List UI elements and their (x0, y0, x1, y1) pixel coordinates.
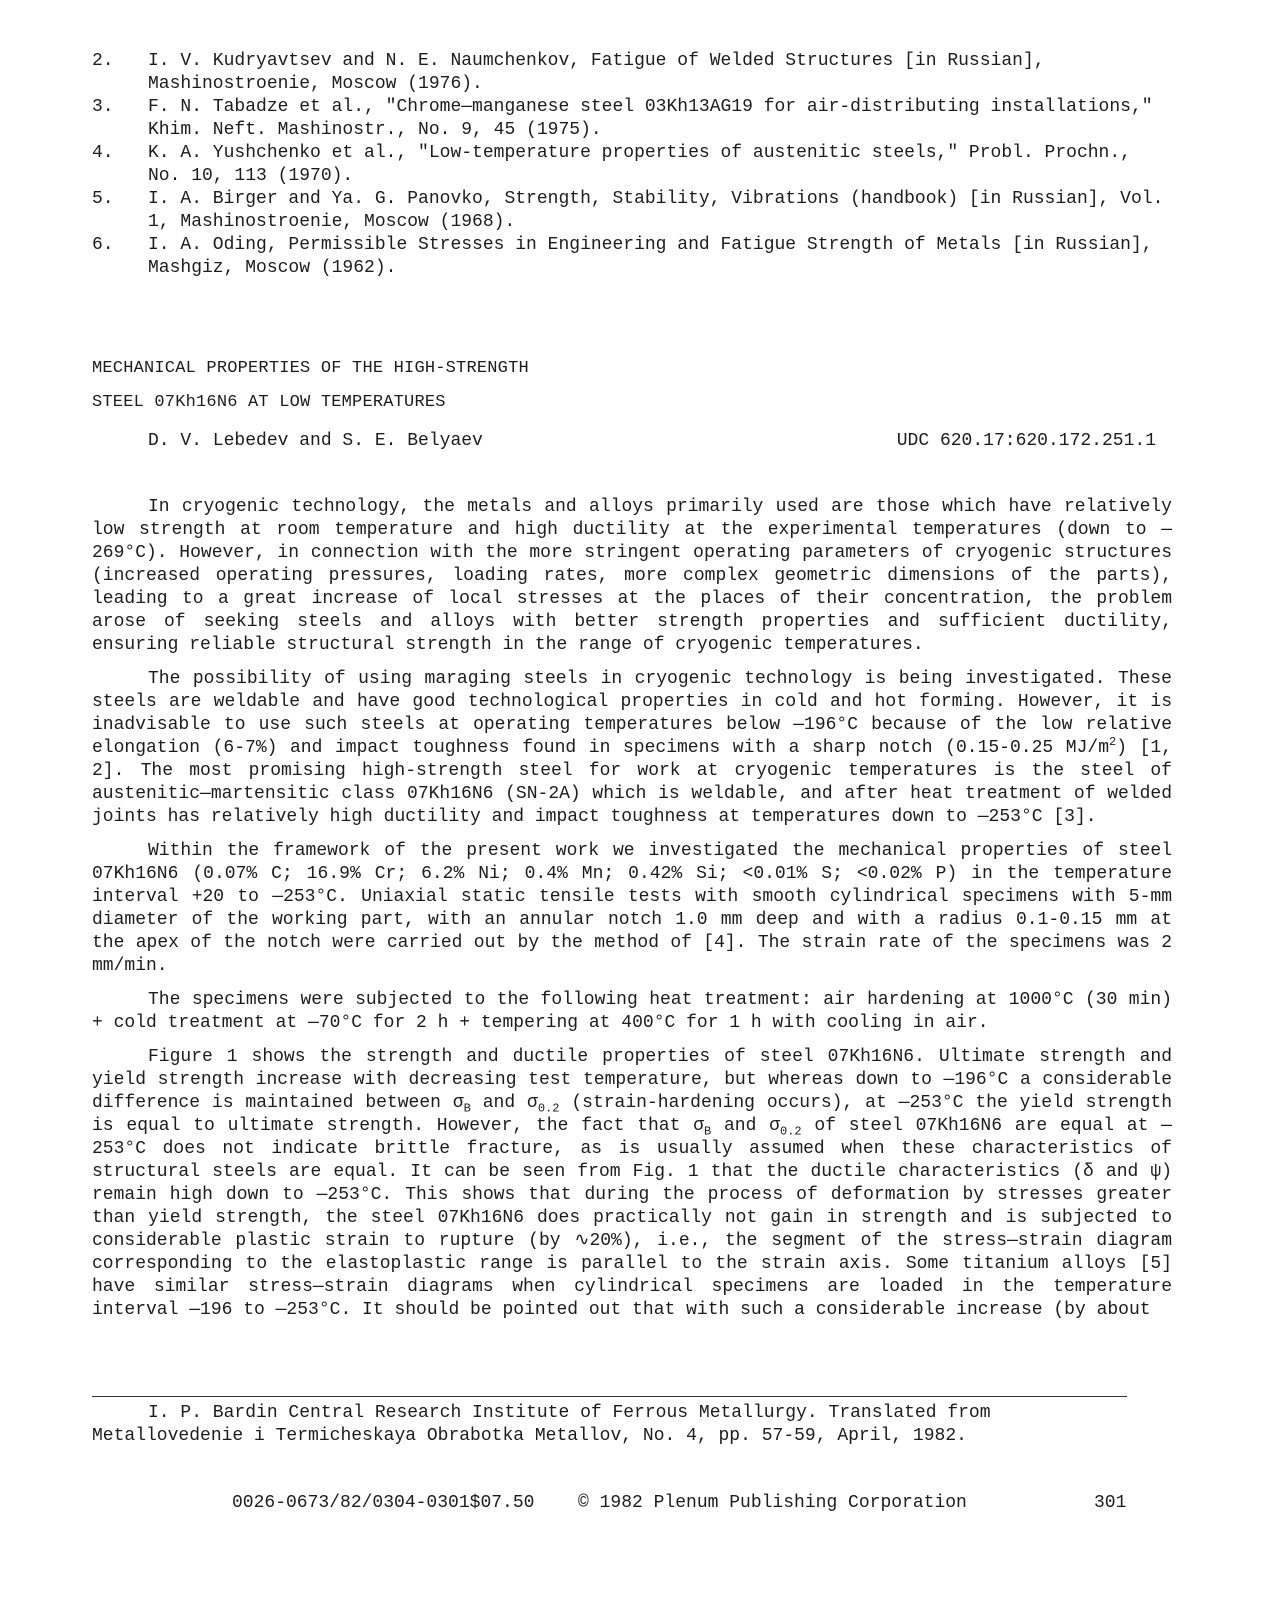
article-title-line-1: MECHANICAL PROPERTIES OF THE HIGH-STRENGTH (92, 359, 529, 378)
footer-copyright: © 1982 Plenum Publishing Corporation (578, 1493, 967, 1513)
paragraph-1: In cryogenic technology, the metals and alloys primarily used are those which have relatively low strength at room temperature and high ductility at the experimental temperatures (down to —269°C). However, in connection with the more stringent operating parameters of cryogenic structures (increased operating pressures, loading rates, more complex geometric dimensions of the parts), leading to a great increase of local stresses at the places of their concentration, the problem arose of seeking steels and alloys with better strength properties and sufficient ductility, ensuring reliable structural strength in the range of cryogenic temperatures. (92, 497, 1172, 655)
paragraph-3: Within the framework of the present work we investigated the mechanical properties of steel 07Kh16N6 (0.07% C; 16.9% Cr; 6.2% Ni; 0.4% Mn; 0.42% Si; <0.01% S; <0.02% P) in the temperature interval +20 to —253°C. Uniaxial static tensile tests with smooth cylindrical specimens with 5-mm diameter of the working part, with an annular notch 1.0 mm deep and with a radius 0.1-0.15 mm at the apex of the notch were carried out by the method of [4]. The strain rate of the specimens was 2 mm/min. (92, 841, 1172, 976)
footnote-divider (92, 1396, 1127, 1397)
page-number: 301 (1094, 1493, 1127, 1513)
paragraph-5: Figure 1 shows the strength and ductile properties of steel 07Kh16N6. Ultimate strength and yield strength increase with decreasing test temperature, but whereas down to —196°C a considerable difference is maintained between $\sigma_B$ and $\sigma_{0.2}$ (strain-hardening occurs), at —253°C the yield strength is equal to ultimate strength. However, the fact that $\sigma_B$ and $\sigma_{0.2}$ of steel 07Kh16N6 are equal at —253°C does not indicate brittle fracture, as is usually assumed when these characteristics of structural steels are equal. It can be seen from Fig. 1 that the ductile characteristics (δ and ψ) remain high down to —253°C. This shows that during the process of deformation by stresses greater than yield strength, the steel 07Kh16N6 does practically not gain in strength and is subjected to considerable plastic strain to rupture (by ∿20%), i.e., the segment of the stress—strain diagram corresponding to the elastoplastic range is parallel to the strain axis. Some titanium alloys [5] have similar stress—strain diagrams when cylindrical specimens are loaded in the temperature interval —196 to —253°C. It should be pointed out that with such a considerable increase (by about (92, 1047, 1172, 1320)
reference-item (92, 142, 1172, 188)
reference-number: 5. (92, 189, 114, 209)
article-authors: D. V. Lebedev and S. E. Belyaev (148, 431, 483, 451)
reference-number: 3. (92, 97, 114, 117)
article-body (92, 496, 1172, 1333)
reference-list (92, 50, 1172, 280)
reference-item (92, 96, 1172, 142)
article-title-line-2: STEEL 07Kh16N6 AT LOW TEMPERATURES (92, 393, 446, 412)
reference-text: F. N. Tabadze et al., "Chrome—manganese steel 03Kh13AG19 for air-distributing installations," Khim. Neft. Mashinostr., No. 9, 45 (1975). (148, 97, 1153, 140)
udc-code: UDC 620.17:620.172.251.1 (896, 431, 1156, 451)
reference-number: 4. (92, 143, 114, 163)
reference-text: I. A. Oding, Permissible Stresses in Engineering and Fatigue Strength of Metals [in Russian], Mashgiz, Moscow (1962). (148, 235, 1153, 278)
paragraph-4: The specimens were subjected to the following heat treatment: air hardening at 1000°C (30 min) + cold treatment at —70°C for 2 h + tempering at 400°C for 1 h with cooling in air. (92, 990, 1172, 1033)
footnote: I. P. Bardin Central Research Institute of Ferrous Metallurgy. Translated from Metallovedenie i Termicheskaya Obrabotka Metallov, No. 4, pp. 57-59, April, 1982. (92, 1403, 991, 1446)
footer-issn: 0026-0673/82/0304-0301$07.50 (232, 1493, 535, 1513)
reference-item (92, 50, 1172, 96)
reference-item (92, 234, 1172, 280)
article-title (92, 352, 529, 420)
reference-text: K. A. Yushchenko et al., "Low-temperature properties of austenitic steels," Probl. Prochn., No. 10, 113 (1970). (148, 143, 1131, 186)
reference-number: 2. (92, 51, 114, 71)
reference-number: 6. (92, 235, 114, 255)
reference-text: I. V. Kudryavtsev and N. E. Naumchenkov, Fatigue of Welded Structures [in Russian], Mashinostroenie, Moscow (1976). (148, 51, 1045, 94)
paragraph-2: The possibility of using maraging steels in cryogenic technology is being investigated. These steels are weldable and have good technological properties in cold and hot forming. However, it is inadvisable to use such steels at operating temperatures below —196°C because of the low relative elongation (6-7%) and impact toughness found in specimens with a sharp notch (0.15-0.25 $MJ/m^2$) [1, 2]. The most promising high-strength steel for work at cryogenic temperatures is the steel of austenitic—martensitic class 07Kh16N6 (SN-2A) which is weldable, and after heat treatment of welded joints has relatively high ductility and impact toughness at temperatures down to —253°C [3]. (92, 669, 1172, 827)
reference-item (92, 188, 1172, 234)
reference-text: I. A. Birger and Ya. G. Panovko, Strength, Stability, Vibrations (handbook) [in Russian], Vol. 1, Mashinostroenie, Moscow (1968). (148, 189, 1164, 232)
